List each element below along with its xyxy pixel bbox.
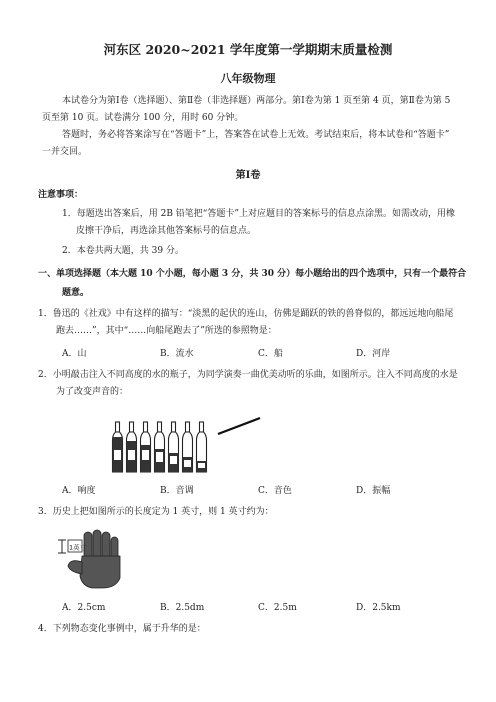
intro-line: 页至第 10 页。试卷满分 100 分，用时 60 分钟。 bbox=[42, 113, 244, 123]
option-d: D．河岸 bbox=[356, 349, 391, 359]
question-3-text: 3．历史上把如图所示的长度定为 1 英寸，则 1 英寸约为： bbox=[38, 507, 274, 517]
question-4-text: 4．下列物态变化事例中，属于升华的是： bbox=[38, 624, 206, 634]
option-c: C．音色 bbox=[258, 486, 292, 496]
option-a: A．2.5cm bbox=[62, 603, 106, 613]
option-a: A．响度 bbox=[62, 486, 96, 496]
intro-line: 答题时，务必将答案涂写在“答题卡”上，答案答在试卷上无效。考试结束后，将本试卷和“答题卡” bbox=[62, 130, 450, 140]
part-heading: 一、单项选择题（本大题 10 个小题，每小题 3 分，共 30 分）每小题给出的四个选项中，只有一个最符合 bbox=[38, 269, 467, 279]
question-2-text: 为了改变声音的： bbox=[56, 387, 129, 397]
option-d: D．2.5km bbox=[356, 603, 401, 613]
exam-title: 河东区 2020~2021 学年度第一学期期末质量检测 bbox=[103, 42, 393, 57]
hand-figure bbox=[56, 528, 130, 590]
option-b: B．流水 bbox=[160, 349, 194, 359]
option-d: D．振幅 bbox=[356, 486, 391, 496]
notice-line: 皮擦干净后，再选涂其他答案标号的信息点。 bbox=[76, 226, 257, 236]
option-b: B．音调 bbox=[160, 486, 194, 496]
section-title: 第Ⅰ卷 bbox=[235, 170, 261, 181]
question-1-text: 跑去……”，其中“……向船尾跑去了”所选的参照物是： bbox=[56, 326, 277, 336]
part-heading: 题意。 bbox=[62, 288, 90, 298]
bottles-figure bbox=[110, 410, 270, 476]
notice-line: 2．本卷共两大题，共 39 分。 bbox=[62, 246, 184, 256]
intro-line: 本试卷分为第Ⅰ卷（选择题）、第Ⅱ卷（非选择题）两部分。第Ⅰ卷为第 1 页至第 4 页，第Ⅱ卷为第 5 bbox=[62, 96, 451, 106]
notice-line: 1．每题选出答案后，用 2B 铅笔把“答题卡”上对应题目的答案标号的信息点涂黑。如需改动，用橡 bbox=[62, 209, 455, 219]
option-b: B．2.5dm bbox=[160, 603, 205, 613]
question-2-text: 2．小明敲击注入不同高度的水的瓶子，为同学演奏一曲优美动听的乐曲，如图所示。注入不同高度的水是 bbox=[38, 370, 458, 380]
question-1-text: 1．鲁迅的《社戏》中有这样的描写：“淡黑的起伏的连山，仿佛是踊跃的铁的兽脊似的，都远远地向船尾 bbox=[38, 309, 454, 319]
exam-subtitle: 八年级物理 bbox=[220, 72, 276, 85]
notice-title: 注意事项： bbox=[38, 190, 84, 200]
intro-line: 一并交回。 bbox=[42, 147, 88, 157]
figure-label: 1英寸 bbox=[69, 543, 87, 552]
option-a: A．山 bbox=[62, 349, 87, 359]
option-c: C．2.5m bbox=[258, 603, 297, 613]
option-c: C．船 bbox=[258, 349, 283, 359]
